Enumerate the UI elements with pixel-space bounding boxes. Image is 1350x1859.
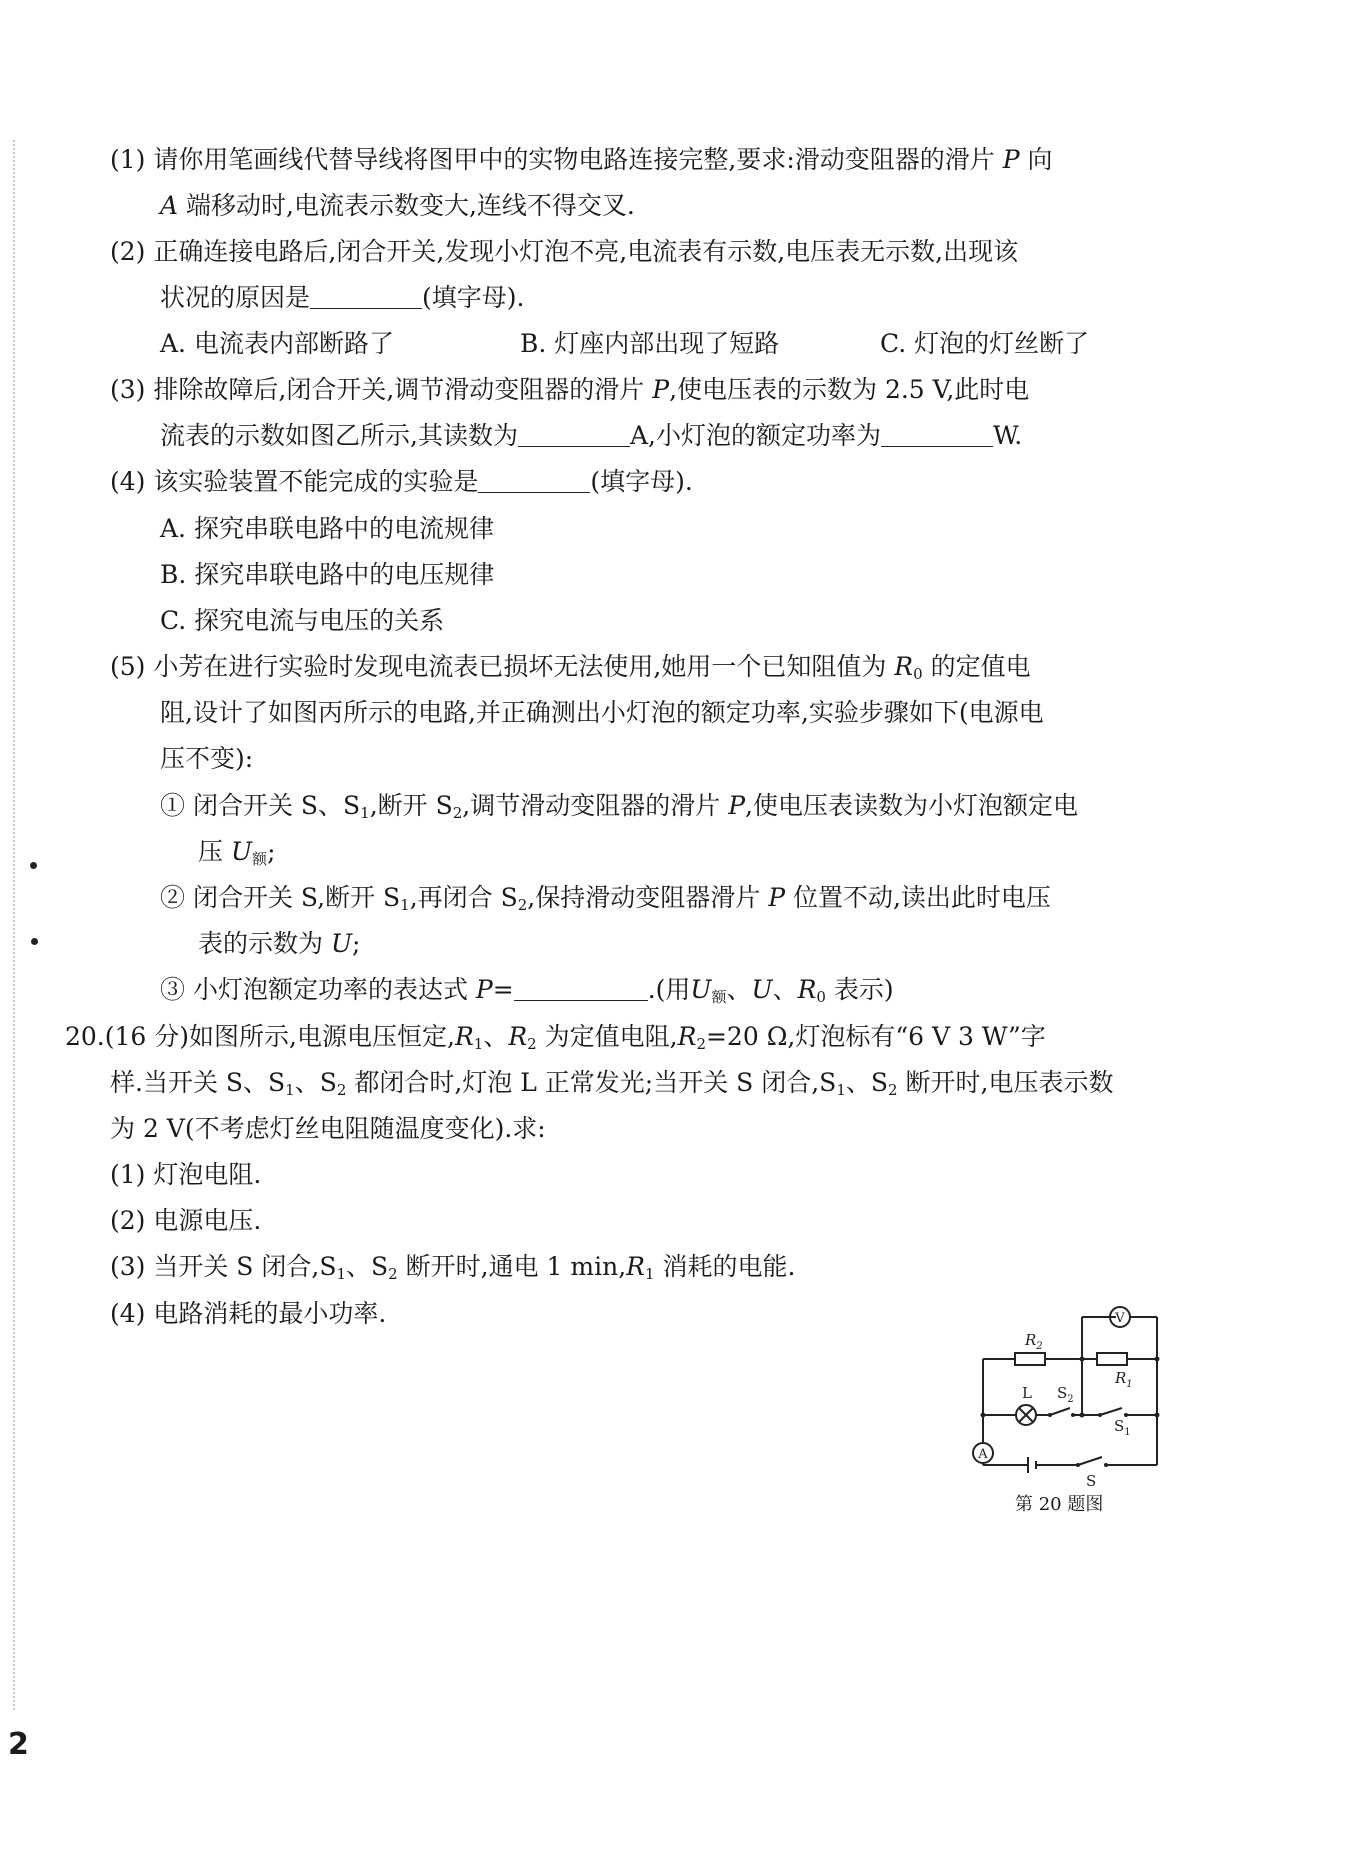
q19-step1-line1: ① 闭合开关 S、$S_1$,断开 $S_2$,调节滑动变阻器的滑片 P,使电压表读数为小灯泡额定电 xyxy=(160,791,1078,822)
q19-part1-line1: (1) 请你用笔画线代替导线将图甲中的实物电路连接完整,要求:滑动变阻器的滑片 P 向 xyxy=(110,145,1053,174)
r1-label: $R_1$ xyxy=(1115,1369,1133,1390)
figure-caption: 第 20 题图 xyxy=(1015,1494,1104,1515)
q20-line3: 为 2 V(不考虑灯丝电阻随温度变化).求: xyxy=(110,1114,546,1143)
option-c: C. 灯泡的灯丝断了 xyxy=(880,329,1090,358)
q19-part1-line2: A 端移动时,电流表示数变大,连线不得交叉. xyxy=(160,191,635,220)
q19-part2-options xyxy=(160,327,1089,361)
answer-blank[interactable] xyxy=(881,422,993,447)
answer-blank[interactable] xyxy=(518,422,630,447)
s1-label: $S_1$ xyxy=(1114,1417,1131,1438)
page-number: 2 xyxy=(8,1727,29,1762)
q19-part3-line1: (3) 排除故障后,闭合开关,调节滑动变阻器的滑片 P,使电压表的示数为 2.5 V,此时电 xyxy=(110,375,1030,404)
option-b: B. 灯座内部出现了短路 xyxy=(520,329,780,358)
q19-step3: ③ 小灯泡额定功率的表达式 P= .(用$U_额$、U、$R_0$ 表示) xyxy=(160,975,894,1006)
voltmeter-label: V xyxy=(1115,1311,1125,1326)
q19-part4-option-a: A. 探究串联电路中的电流规律 xyxy=(160,514,494,543)
margin-mark xyxy=(31,938,38,945)
binding-margin-rule xyxy=(13,140,15,1710)
answer-blank[interactable] xyxy=(514,976,648,1001)
q19-part4-option-c: C. 探究电流与电压的关系 xyxy=(160,606,445,635)
switch-s-blade xyxy=(1078,1457,1102,1465)
q19-part2-line1: (2) 正确连接电路后,闭合开关,发现小灯泡不亮,电流表有示数,电压表无示数,出现该 xyxy=(110,237,1019,266)
q19-step2-line2: 表的示数为 U; xyxy=(198,929,361,958)
q19-part3-line2: 流表的示数如图乙所示,其读数为 A,小灯泡的额定功率为 W. xyxy=(160,421,1023,450)
q20-sub2: (2) 电源电压. xyxy=(110,1206,262,1235)
q20-line1: 20.(16 分)如图所示,电源电压恒定$,R_1$、$R_2$ 为定值电阻$,R_2=20$ Ω,灯泡标有“6 V 3 W”字 xyxy=(65,1022,1046,1053)
s-label: S xyxy=(1086,1472,1097,1490)
answer-blank[interactable] xyxy=(478,468,590,493)
r2-label: $R_2$ xyxy=(1025,1331,1043,1352)
q20-line2: 样.当开关 S、$S_1$、$S_2$ 都闭合时,灯泡 L 正常发光;当开关 S 闭合$,S_1$、$S_2$ 断开时,电压表示数 xyxy=(110,1068,1114,1099)
switch-s2-blade xyxy=(1050,1408,1070,1415)
q19-part5-line1: (5) 小芳在进行实验时发现电流表已损坏无法使用,她用一个已知阻值为 $R_0$ 的定值电 xyxy=(110,652,1031,683)
q20-sub4: (4) 电路消耗的最小功率. xyxy=(110,1299,387,1328)
q19-step2-line1: ② 闭合开关 S,断开 $S_1$,再闭合 $S_2$,保持滑动变阻器滑片 P 位置不动,读出此时电压 xyxy=(160,883,1051,914)
resistor-r1 xyxy=(1097,1353,1127,1365)
resistor-r2 xyxy=(1015,1353,1045,1365)
q19-part4-line1: (4) 该实验装置不能完成的实验是 (填字母). xyxy=(110,467,693,496)
q19-part5-line2: 阻,设计了如图丙所示的电路,并正确测出小灯泡的额定功率,实验步骤如下(电源电 xyxy=(160,698,1044,727)
circuit-diagram xyxy=(960,1305,1170,1525)
answer-blank[interactable] xyxy=(310,284,422,309)
q19-part2-line2: 状况的原因是 (填字母). xyxy=(160,283,525,312)
q19-part5-line3: 压不变): xyxy=(160,744,254,773)
q19-step1-line2: 压 $U_额$; xyxy=(198,837,276,868)
lamp-label: L xyxy=(1022,1384,1032,1402)
option-a: A. 电流表内部断路了 xyxy=(160,329,394,358)
ammeter-label: A xyxy=(978,1447,988,1462)
q20-sub3: (3) 当开关 S 闭合$,S_1$、$S_2$ 断开时,通电 1 $\min,R_1$ 消耗的电能. xyxy=(110,1252,796,1283)
s2-label: $S_2$ xyxy=(1057,1384,1074,1405)
margin-mark xyxy=(30,862,37,869)
q19-part4-option-b: B. 探究串联电路中的电压规律 xyxy=(160,560,495,589)
switch-s1-blade xyxy=(1100,1408,1122,1415)
q20-sub1: (1) 灯泡电阻. xyxy=(110,1160,262,1189)
